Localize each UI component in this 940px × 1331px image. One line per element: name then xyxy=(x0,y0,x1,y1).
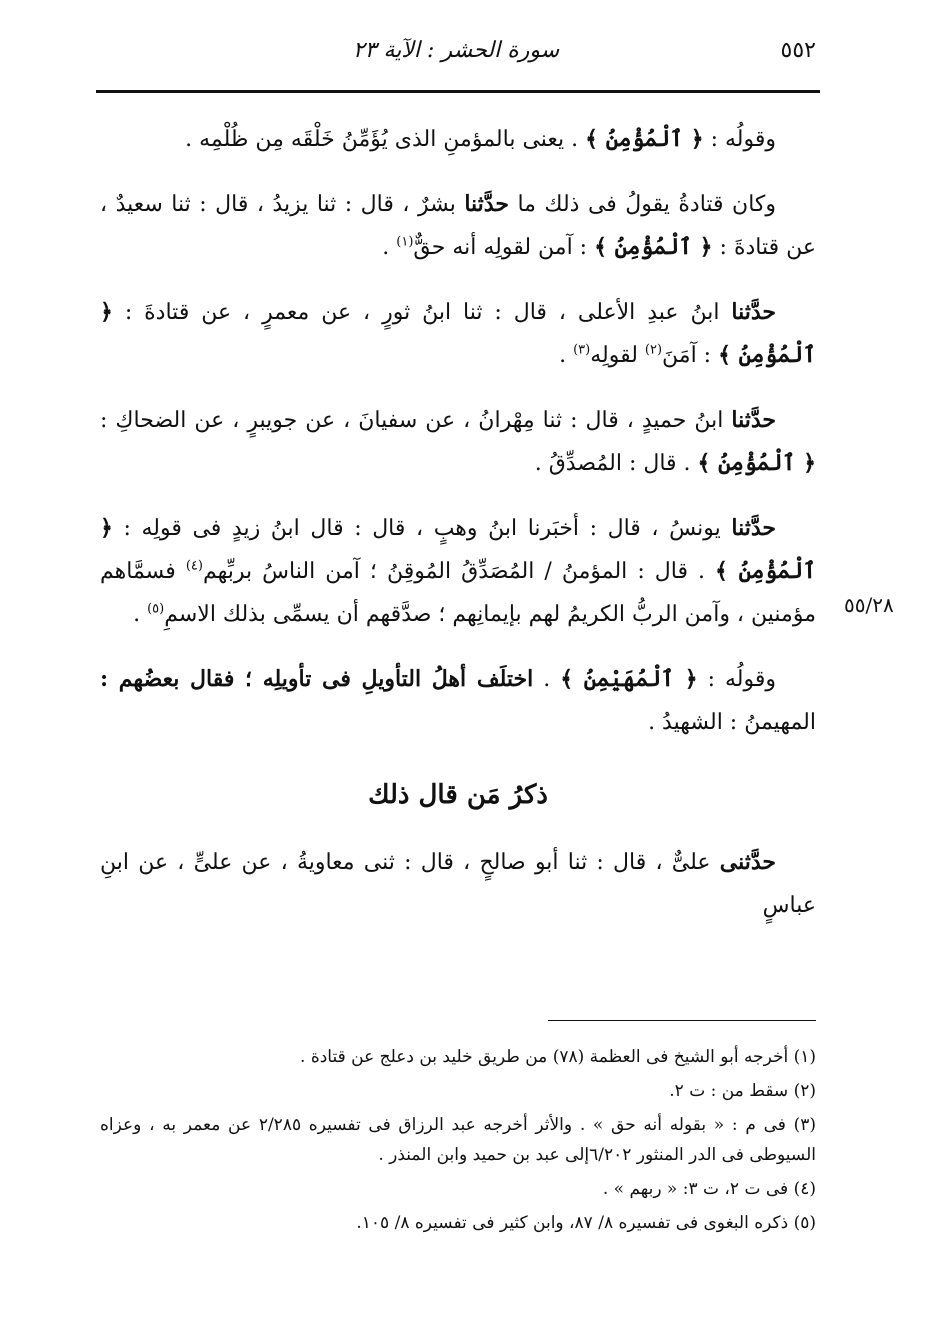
text-span: : آمَنَ xyxy=(662,343,719,368)
footnote-rule xyxy=(548,1020,816,1021)
footnotes xyxy=(100,1042,816,1242)
text-span: وقولُه : xyxy=(697,667,777,692)
text-span: . يعنى بالمؤمنِ الذى يُؤَمِّنُ خَلْقَه مِن ظُلْمِه . xyxy=(185,127,586,152)
footnote-ref: (٣) xyxy=(573,342,591,358)
text-span: علىٌّ ، قال : ثنا أبو صالحٍ ، قال : ثنى معاويةُ ، عن علىٍّ ، عن ابنِ عباسٍ xyxy=(100,850,816,918)
text-span: . xyxy=(382,235,397,260)
footnote-ref: (١) xyxy=(396,234,414,250)
paragraph-6 xyxy=(100,658,816,744)
text-span: . xyxy=(533,667,561,692)
text-span: يونسُ ، قال : أخبَرنا ابنُ وهبٍ ، قال : قال ابنُ زيدٍ فى قولِه : xyxy=(112,516,732,541)
text-span: فسمَّاهم مؤمنين ، وآمن الربُّ الكريمُ لهم بإيمانِهم ؛ صدَّقهم أن يسمِّى بذلك الاسمِ xyxy=(100,559,816,627)
text-span: وكان قتادةُ يقولُ فى ذلك ما xyxy=(508,192,776,217)
running-title: سورة الحشر : الآية ٢٣ xyxy=(352,38,560,63)
quran-quote: ﴿ ٱلْمُؤْمِنُ ﴾ xyxy=(697,450,816,476)
footnote-1: (١) أخرجه أبو الشيخ فى العظمة (٧٨) من طريق خليد بن دعلج عن قتادة . xyxy=(300,1047,816,1067)
margin-page-reference: ٥٥/٢٨ xyxy=(844,593,894,617)
footnote-4: (٤) فى ت ٢، ت ٣: « ربهم » . xyxy=(602,1179,816,1199)
text-span: المهيمنُ : الشهيدُ . xyxy=(648,710,816,735)
narration-keyword: حدَّثنا xyxy=(464,191,509,217)
main-text xyxy=(100,118,816,949)
paragraph-3 xyxy=(100,291,816,377)
paragraph-2 xyxy=(100,183,816,269)
footnote-3: (٣) فى م : « بقوله أنه حق » . والأثر أخرجه عبد الرزاق فى تفسيره ٢/٢٨٥ عن معمر به ، وعزاه السيوطى فى الدر المنثور ٦/٢٠٢إلى عبد بن حميد وابن المنذر . xyxy=(100,1115,816,1165)
quran-quote: ﴿ ٱلْمُؤْمِنُ ﴾ xyxy=(594,234,713,260)
section-heading: ذكرُ مَن قال ذلك xyxy=(368,780,548,810)
text-span: وقولُه : xyxy=(703,127,776,152)
narration-keyword: حدَّثنا xyxy=(731,407,776,433)
text-span: لقولِه xyxy=(590,343,645,368)
paragraph-7 xyxy=(100,841,816,927)
text-span: . قال : المؤمنُ / المُصَدِّقُ المُوقِنُ ؛ آمن الناسُ بربِّهم xyxy=(202,559,716,584)
paragraph-5 xyxy=(100,507,816,636)
paragraph-1 xyxy=(100,118,816,161)
bold-statement: اختلَف أهلُ التأويلِ فى تأويلِه ؛ فقال بعضُهم : xyxy=(100,666,534,692)
narration-keyword: حدَّثنا xyxy=(731,299,776,325)
footnote-ref: (٢) xyxy=(644,342,663,358)
quran-quote: ﴿ ٱلْمُؤْمِنُ ﴾ xyxy=(585,126,704,152)
text-span: . xyxy=(133,602,148,627)
footnote-ref: (٤) xyxy=(185,558,203,574)
page-header xyxy=(96,30,816,88)
footnote-5: (٥) ذكره البغوى فى تفسيره ٨/ ٨٧، وابن كثير فى تفسيره ٨/ ١٠٥. xyxy=(356,1213,816,1233)
text-span: ابنُ حميدٍ ، قال : ثنا مِهْرانُ ، عن سفيانَ ، عن جويبرٍ ، عن الضحاكِ : xyxy=(100,408,732,433)
text-span: . xyxy=(559,343,574,368)
quran-quote: ﴿ ٱلْمُؤْمِنُ ﴾ xyxy=(100,299,816,368)
text-span: ابنُ عبدِ الأعلى ، قال : ثنا ابنُ ثورٍ ، عن معمرٍ ، عن قتادةَ : xyxy=(112,300,732,325)
footnote-ref: (٥) xyxy=(147,601,165,617)
header-rule xyxy=(96,90,820,93)
paragraph-4 xyxy=(100,399,816,485)
text-span: : آمن لقولِه أنه حقٌّ xyxy=(413,235,595,260)
narration-keyword: حدَّثنا xyxy=(731,515,776,541)
quran-quote: ﴿ ٱلْمُؤْمِنُ ﴾ xyxy=(100,515,816,584)
page-number: ٥٥٢ xyxy=(780,38,816,63)
text-span: . قال : المُصدِّقُ . xyxy=(534,451,698,476)
text-span: بشرٌ ، قال : ثنا يزيدُ ، قال : ثنا سعيدٌ ، عن قتادةَ : xyxy=(100,192,816,260)
footnote-2: (٢) سقط من : ت ٢. xyxy=(669,1081,816,1101)
quran-quote: ﴿ ٱلْمُهَيْمِنُ ﴾ xyxy=(560,666,698,692)
narration-keyword: حدَّثنى xyxy=(719,849,776,875)
